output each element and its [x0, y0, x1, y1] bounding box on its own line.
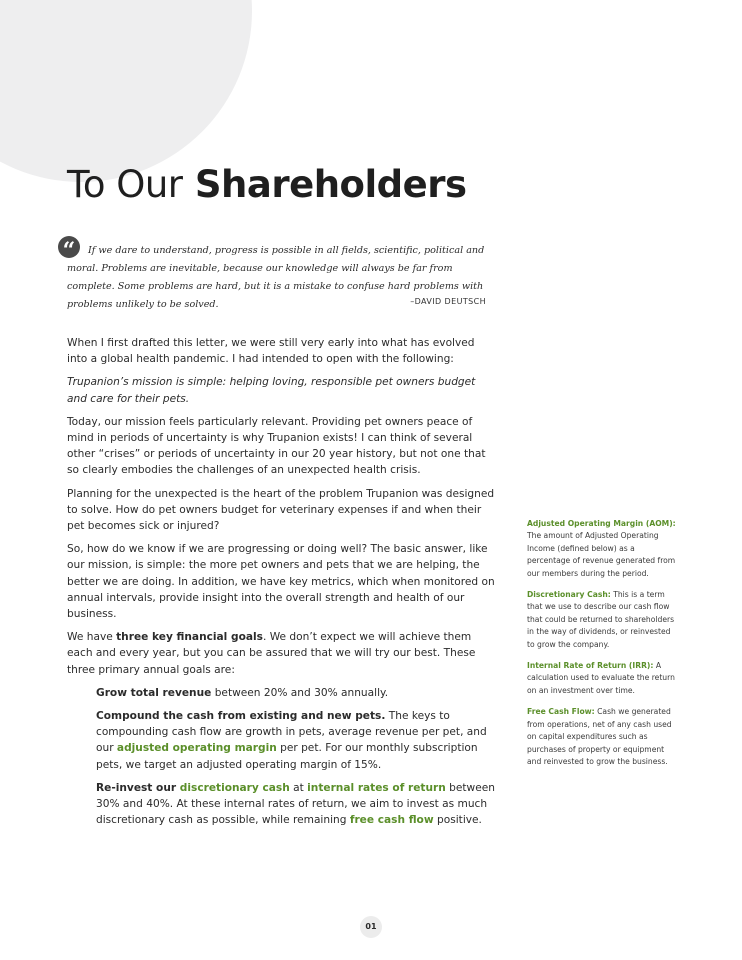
- text: We have: [67, 631, 117, 644]
- goal-heading: Compound the cash from existing and new pets.: [96, 710, 386, 723]
- quote-icon: “: [58, 236, 80, 258]
- glossary-entry: [527, 518, 677, 580]
- decorative-circle: [0, 0, 252, 182]
- text: between 20% and 30% annually.: [211, 686, 389, 699]
- paragraph: When I first drafted this letter, we were still very early into what has evolved into a global health pandemic. I had intended to open with the following:: [67, 337, 475, 366]
- glossary-entry: [527, 589, 677, 651]
- emphasis: three key financial goals: [116, 631, 263, 644]
- glossary-term: Adjusted Operating Margin (AOM):: [527, 519, 676, 528]
- glossary-term: Free Cash Flow:: [527, 707, 595, 717]
- title-light: To Our: [67, 163, 183, 206]
- glossary-definition: The amount of Adjusted Operating Income (defined below) as a percentage of revenue generated from our members during the period.: [527, 531, 676, 578]
- title-bold: Shareholders: [194, 163, 467, 206]
- goal-heading: Grow total revenue: [96, 686, 212, 699]
- paragraph: Today, our mission feels particularly relevant. Providing pet owners peace of mind in periods of uncertainty is why Trupanion exists! I can think of several other “crises” or periods of uncertainty in our 20 year history, but not one that so clearly embodies the challenges of an unexpected health crisis.: [67, 415, 486, 477]
- text: The keys to compounding cash flow are growth in pets, average revenue per pet, and our: [96, 710, 487, 755]
- glossary-definition: This is a term that we use to describe our cash flow that could be returned to shareholders in the way of dividends, or reinvested to grow the company.: [527, 590, 675, 649]
- glossary-term: internal rates of return: [307, 781, 446, 794]
- paragraph: [67, 629, 495, 678]
- glossary-term: adjusted operating margin: [116, 742, 277, 755]
- quote-author: –DAVID DEUTSCH: [410, 297, 486, 306]
- glossary-entry: [527, 660, 677, 697]
- letter-body: [67, 335, 495, 835]
- epigraph-quote: If we dare to understand, progress is possible in all fields, scientific, political and moral. Problems are inevitable, because our knowledge will always be far from complete. Some problems are hard, but it is a mistake to confuse hard problems with problems unlikely to be solved.: [67, 245, 485, 310]
- goal-heading: Re-invest our: [96, 781, 180, 794]
- paragraph: So, how do we know if we are progressing or doing well? The basic answer, like our mission, is simple: the more pet owners and pets that we are helping, the better we are doing. In addition, we have key metrics, which when monitored on annual intervals, provide insight into the overall strength and health of our business.: [67, 543, 495, 621]
- page-title: [67, 160, 466, 210]
- goal-item: [96, 780, 495, 829]
- glossary-term: Discretionary Cash:: [527, 590, 611, 600]
- text: . We don’t expect we will achieve them each and every year, but you can be assured that we will try our best. These three primary annual goals are:: [67, 631, 476, 676]
- mission-statement: Trupanion’s mission is simple: helping loving, responsible pet owners budget and care for their pets.: [67, 376, 476, 405]
- text: positive.: [433, 814, 482, 827]
- text: per pet. For our monthly subscription pets, we target an adjusted operating margin of 15%.: [96, 742, 478, 771]
- page-number: 01: [360, 916, 382, 938]
- glossary-term: Internal Rate of Return (IRR):: [527, 661, 654, 671]
- goal-item: [96, 685, 495, 701]
- text: at: [289, 781, 308, 794]
- glossary-term: discretionary cash: [179, 781, 290, 794]
- glossary-definition: A calculation used to evaluate the return on an investment over time.: [527, 661, 675, 695]
- glossary-term: free cash flow: [349, 814, 434, 827]
- glossary-entry: [527, 706, 677, 768]
- text: between 30% and 40%. At these internal rates of return, we aim to invest as much discretionary cash as possible, while remaining: [96, 781, 495, 827]
- paragraph: Planning for the unexpected is the heart of the problem Trupanion was designed to solve. How do pet owners budget for veterinary expenses if and when their pet becomes sick or injured?: [67, 487, 495, 533]
- goal-item: [96, 708, 495, 773]
- glossary-sidebar: [527, 518, 677, 777]
- glossary-definition: Cash we generated from operations, net of any cash used on capital expenditures such as purchases of property or equipment and reinvested to grow the business.: [527, 707, 672, 766]
